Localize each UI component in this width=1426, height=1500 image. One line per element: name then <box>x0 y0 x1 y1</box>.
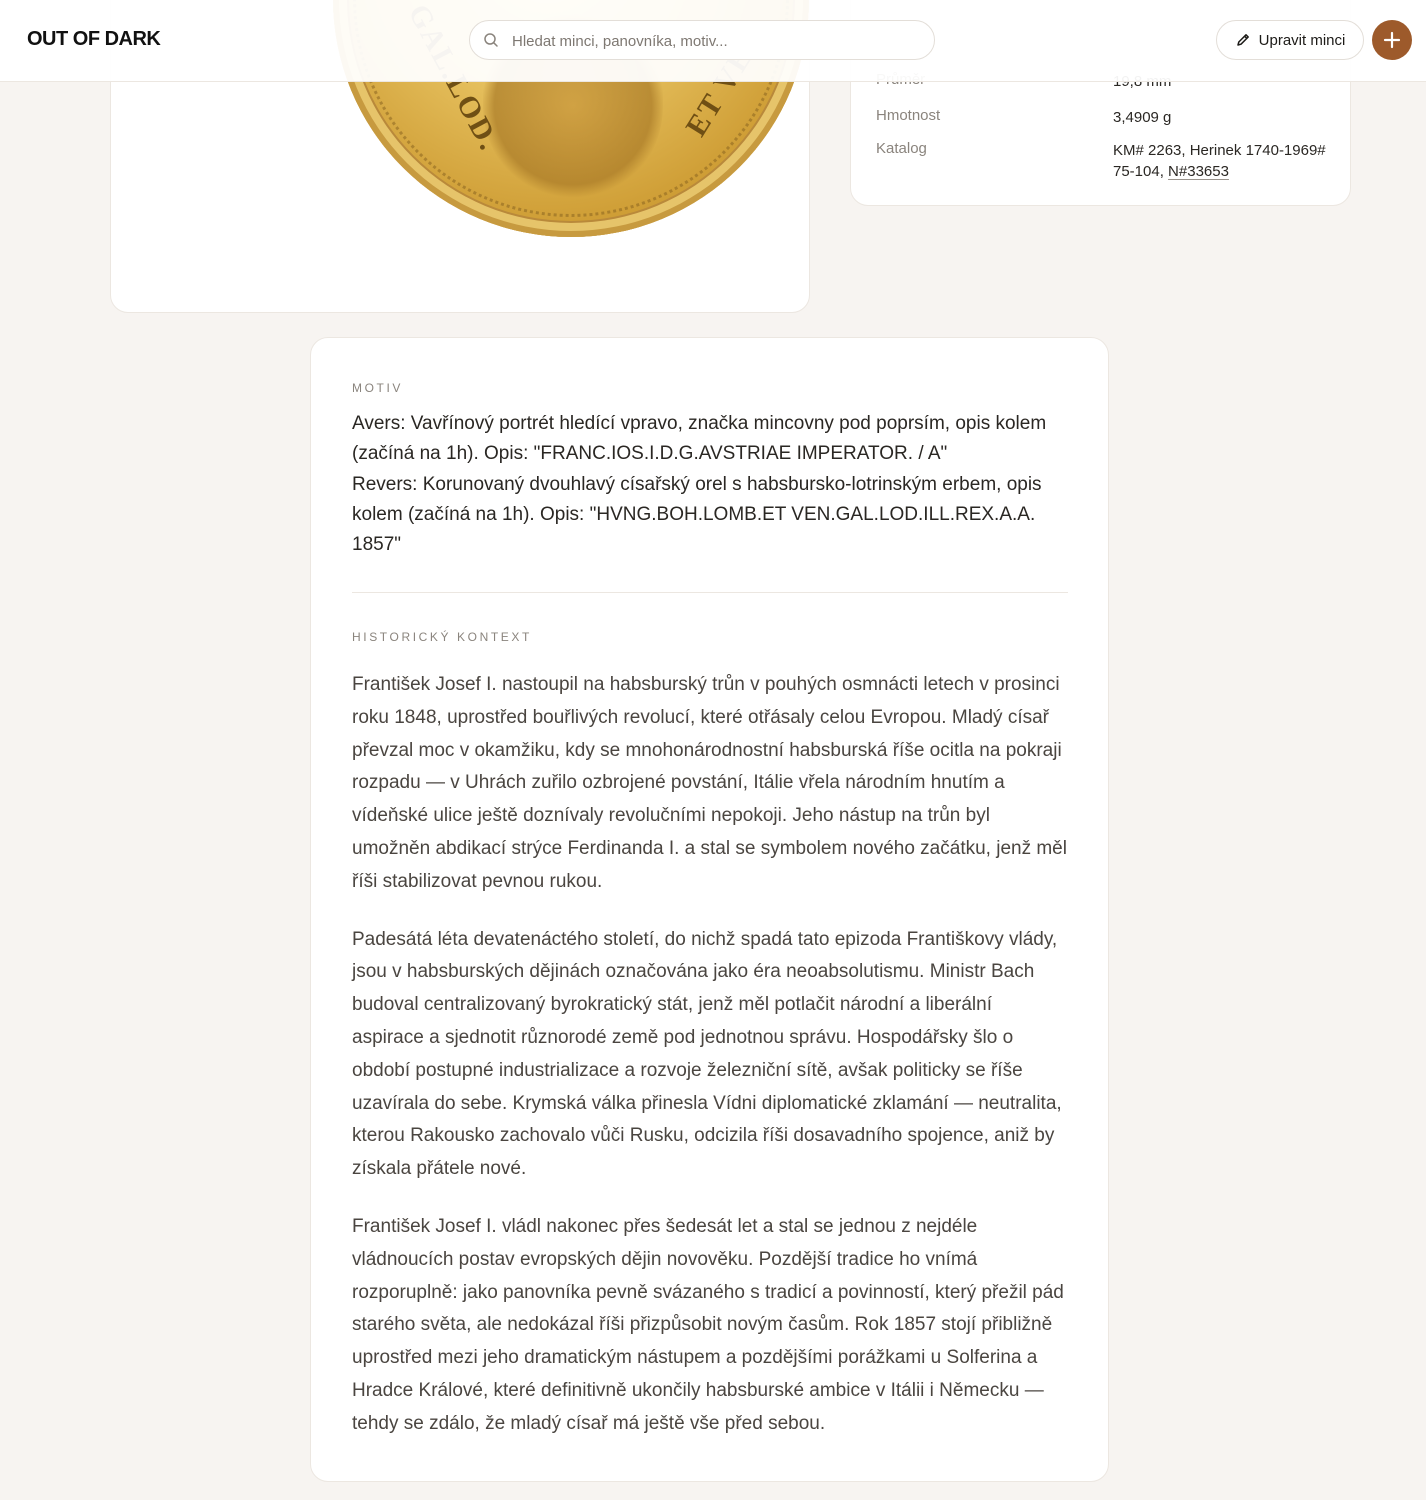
section-divider <box>352 592 1068 593</box>
search-box[interactable] <box>469 20 935 60</box>
add-coin-button[interactable] <box>1372 20 1412 60</box>
search-icon <box>483 32 499 48</box>
history-text <box>352 669 1068 1466</box>
detail-value: 3,4909 g <box>1113 109 1172 126</box>
history-heading: HISTORICKÝ KONTEXT <box>352 630 532 644</box>
description-card <box>310 337 1109 1482</box>
plus-icon <box>1383 31 1401 49</box>
motiv-heading: MOTIV <box>352 381 403 395</box>
history-paragraph: František Josef I. vládl nakonec přes šedesát let a stal se jednou z nejdéle vládnoucích postav evropských dějin novověku. Pozdější tradice ho vnímá rozporuplně: jako panovníka pevně svázaného s tradicí a povinností, který přežil pád starého světa, ale nedokázal říši přizpůsobit novým časům. Rok 1857 stojí přibližně uprostřed mezi jeho dramatickým nástupem a pozdějšími porážkami u Solferina a Hradce Králové, které definitivně ukončily habsburské ambice v Itálii i Německu — tehdy se zdálo, že mladý císař má ještě vše před sebou. <box>352 1215 1064 1434</box>
pencil-icon <box>1235 32 1251 48</box>
edit-coin-label: Upravit minci <box>1258 31 1346 49</box>
search-input[interactable] <box>510 21 914 61</box>
history-paragraph: František Josef I. nastoupil na habsburský trůn v pouhých osmnácti letech v prosinci roku 1848, uprostřed bouřlivých revolucí, které otřásaly celou Evropou. Mladý císař převzal moc v okamžiku, kdy se mnohonárodnostní habsburská říše ocitla na pokraji rozpadu — v Uhrách zuřilo ozbrojené povstání, Itálie vřela národním hnutím a vídeňské ulice ještě doznívaly revolučními nepokoji. Jeho nástup na trůn byl umožněn abdikací strýce Ferdinanda I. a stal se symbolem nového začátku, jenž měl říši stabilizovat pevnou rukou. <box>352 674 1067 892</box>
edit-coin-button[interactable] <box>1216 20 1364 60</box>
detail-label: Hmotnost <box>876 107 941 124</box>
catalog-link[interactable]: N#33653 <box>1168 163 1229 180</box>
top-header <box>0 0 1426 82</box>
detail-value <box>1113 140 1333 182</box>
motiv-text: Avers: Vavřínový portrét hledící vpravo, značka mincovny pod poprsím, opis kolem (začíná na 1h). Opis: "FRANC.IOS.I.D.G.AVSTRIAE IMPERATOR. / A" Revers: Korunovaný dvouhlavý císařský orel s habsbursko-lotrinským erbem, opis kolem (začíná na 1h). Opis: "HVNG.BOH.LOMB.ET VEN.GAL.LOD.ILL.REX.A.A. 1857" <box>352 413 1047 556</box>
history-paragraph: Padesátá léta devatenáctého století, do nichž spadá tato epizoda Františkovy vlády, jsou v habsburských dějinách označována jako éra neoabsolutismu. Ministr Bach budoval centralizovaný byrokratický stát, jenž měl potlačit národní a liberální aspirace a sjednotit různorodé země pod jednotnou správu. Hospodářsky šlo o období postupné industrializace a rozvoje železniční sítě, avšak politicky se říše uzavírala do sebe. Krymská válka přinesla Vídni diplomatické zklamání — neutralita, kterou Rakousko zachovalo vůči Rusku, odcizila říši dosavadního spojence, aniž by získala přátele nové. <box>352 928 1062 1180</box>
catalog-text: KM# 2263, Herinek 1740-1969# 75-104, <box>1113 142 1326 180</box>
site-logo[interactable]: OUT OF DARK <box>27 28 161 50</box>
detail-label: Katalog <box>876 140 927 157</box>
